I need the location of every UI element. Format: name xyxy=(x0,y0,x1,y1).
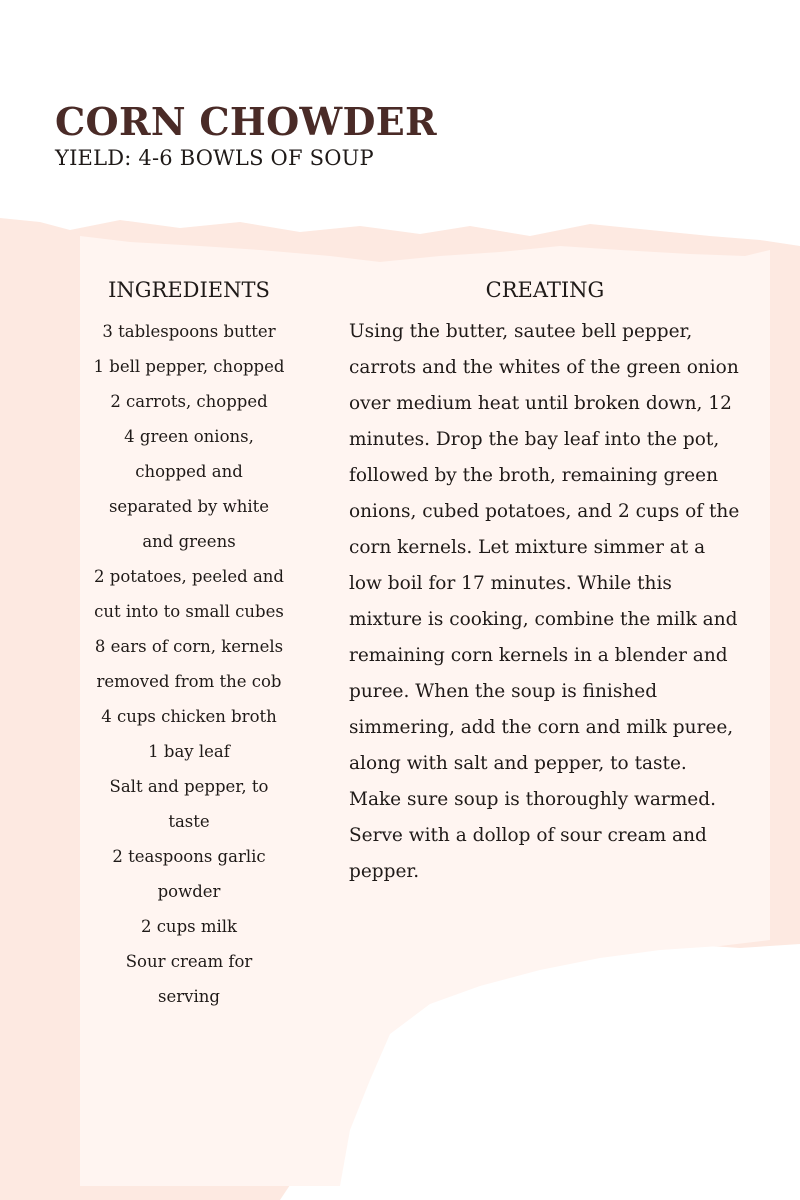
ingredient-line: 1 bell pepper, chopped xyxy=(93,357,285,376)
ingredient-line: 2 teaspoons garlic xyxy=(112,847,266,866)
ingredient-line: removed from the cob xyxy=(96,672,282,691)
ingredient-line: 8 ears of corn, kernels xyxy=(94,637,284,656)
ingredient-line: powder xyxy=(157,882,221,901)
ingredient-line: serving xyxy=(158,987,220,1006)
ingredient-line: chopped and xyxy=(135,462,243,481)
ingredients-heading: INGREDIENTS xyxy=(108,278,270,302)
ingredient-line: taste xyxy=(168,812,210,831)
ingredient-line: 2 cups milk xyxy=(140,917,238,936)
ingredient-line: 2 potatoes, peeled and xyxy=(94,567,284,586)
ingredient-line: Salt and pepper, to xyxy=(109,777,269,796)
creating-heading: CREATING xyxy=(485,278,605,302)
ingredient-line: 3 tablespoons butter xyxy=(102,322,276,341)
recipe-header xyxy=(55,100,437,172)
recipe-yield: YIELD: 4-6 BOWLS OF SOUP xyxy=(55,146,374,170)
ingredient-line: 1 bay leaf xyxy=(148,742,230,761)
ingredient-line: Sour cream for xyxy=(125,952,253,971)
ingredient-line: separated by white xyxy=(108,497,270,516)
ingredient-line: cut into to small cubes xyxy=(94,602,284,621)
ingredients-section xyxy=(80,274,298,1014)
ingredients-list xyxy=(80,314,298,1014)
ingredient-line: 2 carrots, chopped xyxy=(110,392,268,411)
creating-section xyxy=(349,274,741,890)
ingredient-line: and greens xyxy=(142,532,236,551)
creating-instructions: Using the butter, sautee bell pepper, carrots and the whites of the green onion over medium heat until broken down, 12 minutes. Drop the bay leaf into the pot, followed by the broth, remaining green onions, cubed potatoes, and 2 cups of the corn kernels. Let mixture simmer at a low boil for 17 minutes. While this mixture is cooking, combine the milk and remaining corn kernels in a blender and puree. When the soup is finished simmering, add the corn and milk puree, along with salt and pepper, to taste. Make sure soup is thoroughly warmed. Serve with a dollop of sour cream and pepper. xyxy=(349,321,740,882)
recipe-title: CORN CHOWDER xyxy=(55,99,437,144)
ingredient-line: 4 cups chicken broth xyxy=(101,707,277,726)
ingredient-line: 4 green onions, xyxy=(124,427,254,446)
